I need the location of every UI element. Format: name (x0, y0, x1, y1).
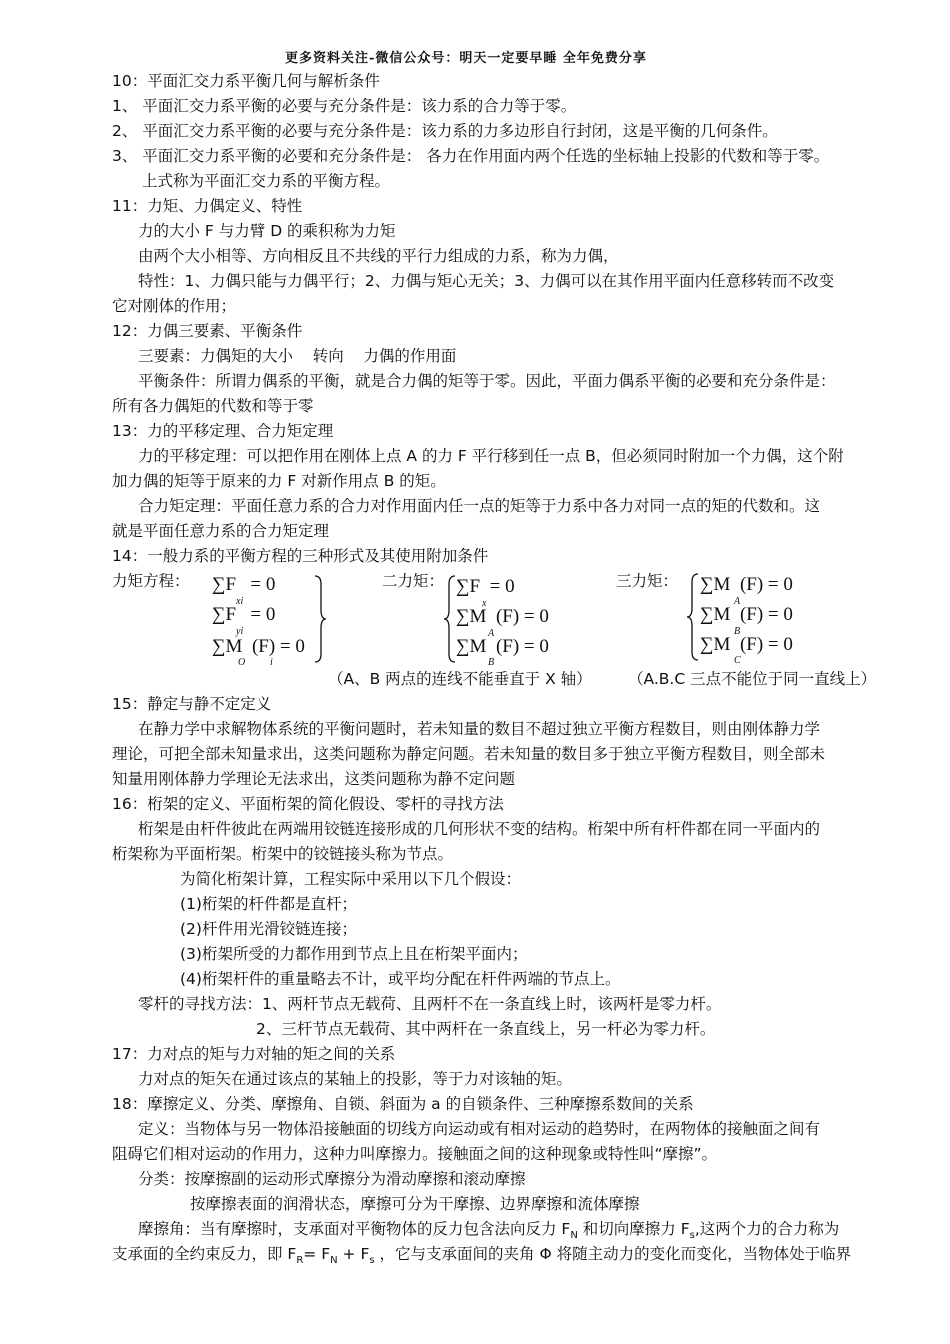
s16-title: 16：桁架的定义、平面桁架的简化假设、零杆的寻找方法 (112, 795, 504, 813)
s17-title: 17：力对点的矩与力对轴的矩之间的关系 (112, 1045, 396, 1063)
s12-para-2-cont: 所有各力偶矩的代数和等于零 (112, 397, 314, 415)
s10-cond-3-cont: 上式称为平面汇交力系的平衡方程。 (142, 172, 391, 190)
s13-title: 13：力的平移定理、合力矩定理 (112, 422, 334, 440)
s11-para-1: 力的大小 F 与力臂 D 的乘积称为力矩 (138, 222, 396, 240)
s11-para-3: 特性：1、力偶只能与力偶平行；2、力偶与矩心无关；3、力偶可以在其作用平面内任意移转而不改变 (138, 272, 835, 290)
formula-3-line-3: ∑M (F) = 0 (700, 634, 793, 655)
s18-classification-2: 按摩擦表面的润滑状态，摩擦可分为干摩擦、边界摩擦和流体摩擦 (190, 1195, 640, 1213)
fn2-subscript: N (330, 1255, 338, 1267)
s14-label-three-moment: 三力矩： (616, 572, 679, 590)
formula-3-sub-3: C (734, 655, 741, 666)
formula-1-right-brace (312, 574, 328, 664)
fs2-subscript: s (369, 1255, 375, 1267)
formula-3-sub-1: A (734, 596, 741, 607)
s10-cond-1: 1、 平面汇交力系平衡的必要与充分条件是：该力系的合力等于零。 (112, 97, 577, 115)
s14-note-two-moment: （A、B 两点的连线不能垂直于 X 轴） (328, 670, 592, 688)
s16-para-1: 桁架是由杆件彼此在两端用铰链连接形成的几何形状不变的结构。桁架中所有杆件都在同一平面内的 (138, 820, 821, 838)
s16-assumption-1: (1)桁架的杆件都是直杆； (180, 895, 357, 913)
s15-para-1-cont-2: 知量用刚体静力学理论无法求出，这类问题称为静不定问题 (112, 770, 516, 788)
formula-2-line-3: ∑M (F) = 0 (456, 636, 549, 657)
s16-zero-bar-2: 2、三杆节点无载荷、其中两杆在一条直线上，另一杆必为零力杆。 (256, 1020, 716, 1038)
s16-assumption-3: (3)桁架所受的力都作用到节点上且在桁架平面内； (180, 945, 528, 963)
s18-title: 18：摩擦定义、分类、摩擦角、自锁、斜面为 a 的自锁条件、三种摩擦系数间的关系 (112, 1095, 694, 1113)
s16-zero-bar-1: 零杆的寻找方法：1、两杆节点无载荷、且两杆不在一条直线上时，该两杆是零力杆。 (138, 995, 722, 1013)
s12-para-1: 三要素：力偶矩的大小 转向 力偶的作用面 (138, 347, 457, 365)
s13-para-2-cont: 就是平面任意力系的合力矩定理 (112, 522, 330, 540)
s15-para-1-cont-1: 理论，可把全部未知量求出，这类问题称为静定问题。若未知量的数目多于独立平衡方程数目，则全部未 (112, 745, 826, 763)
formula-3-line-1: ∑M (F) = 0 (700, 574, 793, 595)
formula-2-line-2: ∑M (F) = 0 (456, 606, 549, 627)
formula-1-sub-2: yi (236, 626, 244, 637)
s18-classification-1: 分类：按摩擦副的运动形式摩擦分为滑动摩擦和滚动摩擦 (138, 1170, 526, 1188)
friction-angle-text-3: ,这两个力的合力称为 (694, 1220, 840, 1238)
formula-3-left-brace (686, 572, 700, 662)
page-header: 更多资料关注-微信公众号：明天一定要早睡 全年免费分享 (285, 51, 647, 66)
s10-title: 10：平面汇交力系平衡几何与解析条件 (112, 72, 380, 90)
s16-para-1-cont: 桁架称为平面桁架。桁架中的铰链接头称为节点。 (112, 845, 454, 863)
formula-1-sub-1: xi (236, 596, 244, 607)
s13-para-1-cont: 加力偶的矩等于原来的力 F 对新作用点 B 的矩。 (112, 472, 446, 490)
s18-definition: 定义：当物体与另一物体沿接触面的切线方向运动或有相对运动的趋势时，在两物体的接触面之间有 (138, 1120, 821, 1138)
s13-para-1: 力的平移定理：可以把作用在刚体上点 A 的力 F 平行移到任一点 B，但必须同时附加一个力偶，这个附 (138, 447, 844, 465)
s10-cond-3: 3、 平面汇交力系平衡的必要和充分条件是： 各力在作用面内两个任选的坐标轴上投影的代数和等于零。 (112, 147, 830, 165)
s14-note-three-moment: （A.B.C 三点不能位于同一直线上） (628, 670, 877, 688)
fr-subscript: R (296, 1255, 304, 1267)
s16-assumption-4: (4)桁架杆件的重量略去不计，或平均分配在杆件两端的节点上。 (180, 970, 621, 988)
s16-assumption-2: (2)杆件用光滑铰链连接； (180, 920, 357, 938)
s15-para-1: 在静力学中求解物体系统的平衡问题时，若未知量的数目不超过独立平衡方程数目，则由刚体静力学 (138, 720, 821, 738)
formula-2-sub-2: A (488, 628, 495, 639)
s15-title: 15：静定与静不定定义 (112, 695, 272, 713)
s18-definition-cont: 阻碍它们相对运动的作用力，这种力叫摩擦力。接触面之间的这种现象或特性叫“摩擦”。 (112, 1145, 718, 1163)
formula-2-sub-3: B (488, 657, 495, 668)
fs-subscript: s (689, 1230, 695, 1242)
formula-1-sub-4: i (270, 657, 273, 668)
s12-para-2: 平衡条件：所谓力偶系的平衡，就是合力偶的矩等于零。因此，平面力偶系平衡的必要和充分条件是： (138, 372, 836, 390)
s14-label-two-moment: 二力矩： (382, 572, 445, 590)
s17-para-1: 力对点的矩矢在通过该点的某轴上的投影，等于力对该轴的矩。 (138, 1070, 573, 1088)
formula-3-line-2: ∑M (F) = 0 (700, 604, 793, 625)
s14-title: 14：一般力系的平衡方程的三种形式及其使用附加条件 (112, 547, 489, 565)
formula-2-line-1: ∑F = 0 (456, 576, 515, 597)
formula-1-sub-3: O (238, 657, 246, 668)
s11-para-2: 由两个大小相等、方向相反且不共线的平行力组成的力系，称为力偶， (138, 247, 619, 265)
s16-assumptions-intro: 为简化桁架计算，工程实际中采用以下几个假设： (180, 870, 522, 888)
s10-cond-2: 2、 平面汇交力系平衡的必要与充分条件是：该力系的力多边形自行封闭，这是平衡的几何条件。 (112, 122, 778, 140)
formula-2-sub-1: x (482, 598, 487, 609)
reaction-text-2: = F (303, 1245, 331, 1263)
formula-1-line-1: ∑F = 0 (212, 574, 276, 595)
s11-para-3-cont: 它对刚体的作用； (112, 297, 237, 315)
formula-1-line-2: ∑F = 0 (212, 604, 276, 625)
reaction-text-4: ，它与支承面间的夹角 Φ 将随主动力的变化而变化，当物体处于临界 (374, 1245, 852, 1263)
fn-subscript: N (570, 1230, 578, 1242)
s18-friction-angle-cont (112, 1243, 851, 1272)
formula-2-left-brace (443, 574, 457, 664)
formula-3-sub-2: B (734, 626, 741, 637)
formula-1-line-3: ∑M (F) = 0 (212, 636, 305, 657)
reaction-text-3: + F (337, 1245, 370, 1263)
s11-title: 11：力矩、力偶定义、特性 (112, 197, 303, 215)
friction-angle-text-2: 和切向摩擦力 F (577, 1220, 690, 1238)
s13-para-2: 合力矩定理：平面任意力系的合力对作用面内任一点的矩等于力系中各力对同一点的矩的代数和。这 (138, 497, 821, 515)
s12-title: 12：力偶三要素、平衡条件 (112, 322, 303, 340)
reaction-text-1: 支承面的全约束反力，即 F (112, 1245, 297, 1263)
friction-angle-text-1: 摩擦角：当有摩擦时，支承面对平衡物体的反力包含法向反力 F (138, 1220, 571, 1238)
s14-label-moment: 力矩方程： (112, 572, 190, 590)
